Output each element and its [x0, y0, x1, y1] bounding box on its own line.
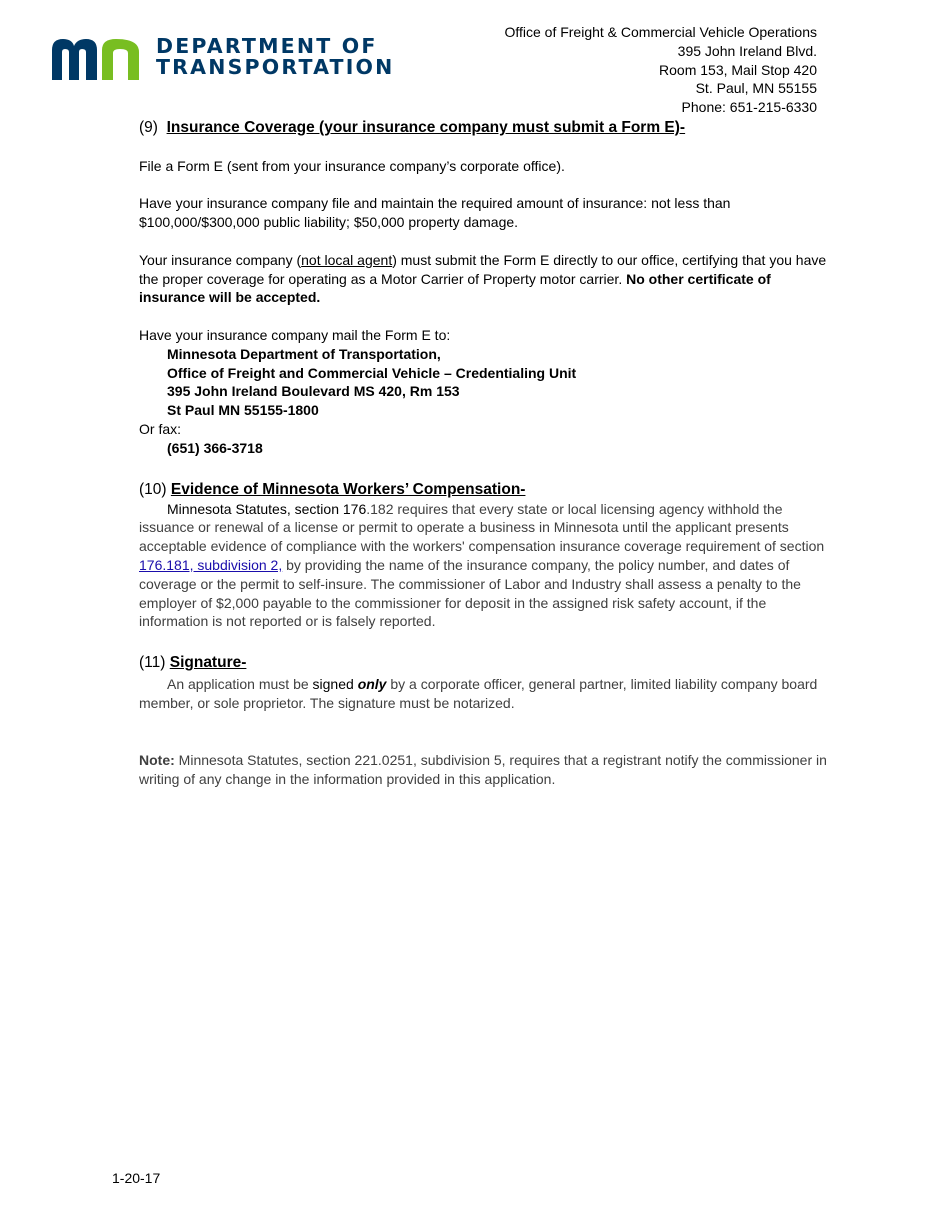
- s10-text-a: Minnesota Statutes, section 176: [167, 500, 367, 517]
- s10-text-c: by providing the name of the insurance company, the policy number, and dates of coverage or the permit to self-insure. The commissioner of Labor and Industry shall assess a penalty to the employer of $2,000 payable to the commissioner for deposit in the assigned risk safety account, if the information is not reported or is falsely reported.: [139, 556, 801, 630]
- logo-line-1: DEPARTMENT OF: [156, 34, 378, 58]
- section-9-title: Insurance Coverage (your insurance company must submit a Form E)-: [166, 119, 686, 136]
- section-9-paragraph-3: [139, 251, 839, 307]
- section-9-paragraph-1: File a Form E (sent from your insurance company’s corporate office).: [139, 157, 565, 174]
- mail-line: St Paul MN 55155-1800: [167, 402, 319, 419]
- mail-intro: Have your insurance company mail the Form E to:: [139, 326, 451, 343]
- mail-line: Office of Freight and Commercial Vehicle – Credentialing Unit: [167, 364, 577, 381]
- section-11-heading: [139, 653, 839, 673]
- office-line: Room 153, Mail Stop 420: [659, 61, 817, 78]
- fax-number: (651) 366-3718: [167, 439, 263, 456]
- mail-line: Minnesota Department of Transportation,: [167, 345, 441, 362]
- section-10-title: Evidence of Minnesota Workers’ Compensation-: [170, 480, 526, 498]
- office-line: St. Paul, MN 55155: [695, 80, 817, 97]
- note-text: Minnesota Statutes, section 221.0251, subdivision 5, requires that a registrant notify the commissioner in writing of any change in the information provided in this application.: [139, 751, 827, 787]
- section-9-number: (9): [139, 119, 158, 136]
- mail-line: 395 John Ireland Boulevard MS 420, Rm 153: [167, 383, 460, 400]
- section-11-number: (11): [139, 654, 166, 672]
- statute-link[interactable]: 176.181, subdivision 2,: [139, 556, 283, 573]
- section-9-heading: [139, 118, 839, 138]
- revision-date: 1-20-17: [112, 1170, 161, 1186]
- p3-bold: No other certificate of insurance will be accepted.: [139, 270, 771, 306]
- note-paragraph: [139, 751, 839, 789]
- section-11-title: Signature-: [169, 654, 247, 672]
- mndot-logo: [50, 34, 395, 82]
- section-10-number: (10): [139, 480, 167, 498]
- office-line: 395 John Ireland Blvd.: [677, 42, 817, 59]
- note-label: Note:: [139, 751, 175, 768]
- p3-text-a: Your insurance company (: [139, 251, 302, 268]
- document-body: [139, 118, 839, 788]
- s11-signed: signed: [312, 676, 358, 693]
- logo-wordmark: [156, 36, 395, 78]
- section-11-paragraph: [139, 675, 839, 713]
- s10-text-b: .182 requires that every state or local licensing agency withhold the issuance or renewal of a license or permit to operate a business in Minnesota until the applicant presents acceptable evidence of compliance with the workers' compensation insurance coverage requirement of section: [139, 500, 825, 555]
- fax-intro: Or fax:: [139, 420, 182, 437]
- office-line: Office of Freight & Commercial Vehicle Operations: [504, 24, 817, 40]
- logo-line-2: TRANSPORTATION: [156, 55, 395, 79]
- office-address: [504, 23, 817, 117]
- p3-text-b: ) must submit the Form E directly to our office, certifying that you have the proper coverage for operating as a Motor Carrier of Property motor carrier.: [139, 251, 827, 287]
- section-10-paragraph: [139, 500, 839, 632]
- section-10-heading: [139, 480, 839, 500]
- mail-address: [139, 345, 839, 420]
- s11-only: only: [357, 676, 387, 693]
- p3-underlined: not local agent: [301, 251, 393, 268]
- s11-text-b: by a corporate officer, general partner, limited liability company board member, or sole proprietor. The signature must be notarized.: [139, 676, 818, 711]
- s11-text-a: An application must be: [167, 676, 313, 693]
- mn-logo-icon: [50, 36, 146, 82]
- office-line: Phone: 651-215-6330: [681, 99, 817, 116]
- section-9-paragraph-2: Have your insurance company file and maintain the required amount of insurance: not less than $100,000/$300,000 public liability; $50,000 property damage.: [139, 195, 731, 231]
